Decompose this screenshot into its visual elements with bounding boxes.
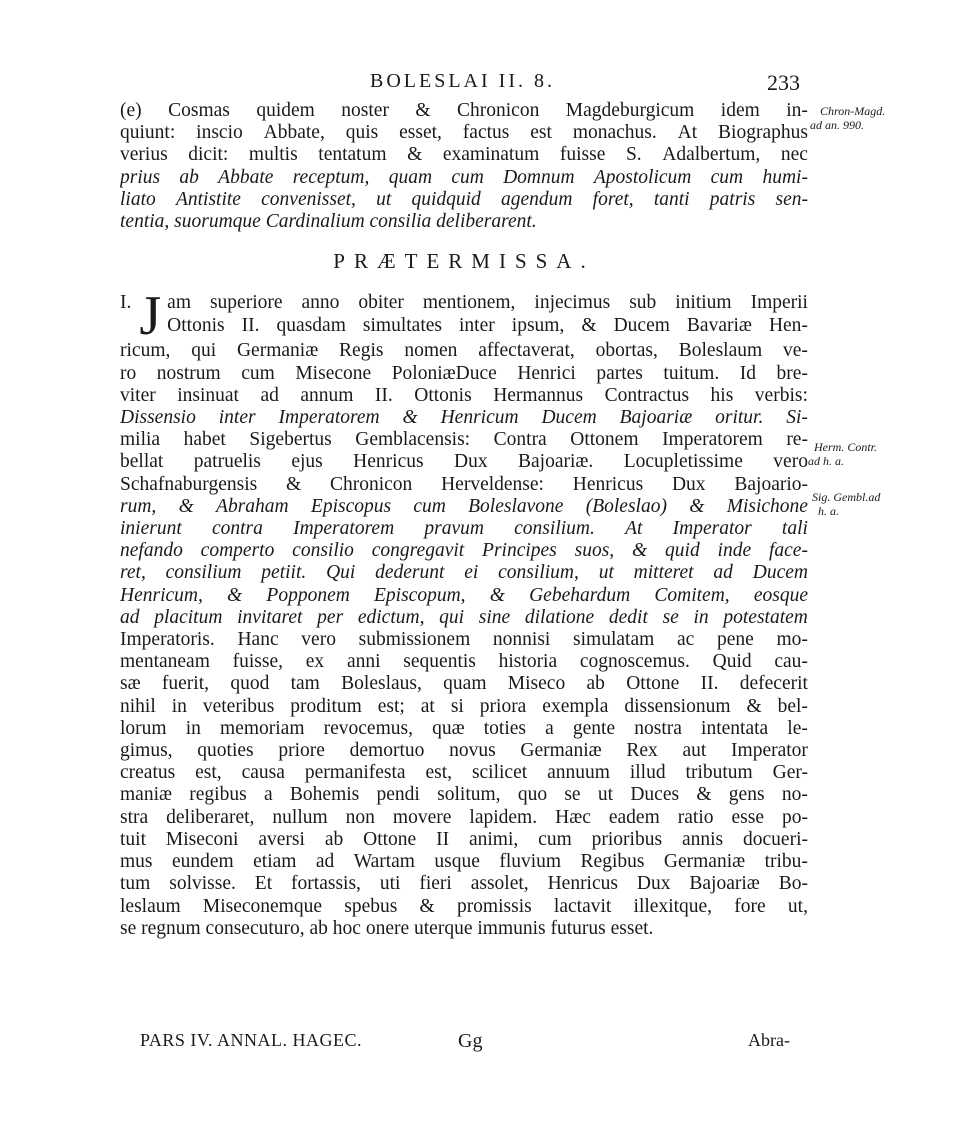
- margin-note-line: Sig. Gembl.ad: [812, 490, 881, 504]
- main-text: [120, 100, 808, 940]
- text-line: ret, consilium petiit. Qui dederunt ei consilium, ut mitteret ad Ducem: [120, 562, 808, 584]
- text-line: ad placitum invitaret per edictum, qui sine dilatione dedit se in potestatem: [120, 606, 808, 628]
- text-line: sæ fuerit, quod tam Boleslaus, quam Miseco ab Ottone II. defecerit: [120, 673, 808, 695]
- text-line: nefando comperto consilio congregavit Principes suos, & quid inde face-: [120, 540, 808, 562]
- page-footer: [140, 1030, 790, 1058]
- text-line: Schafnaburgensis & Chronicon Herveldense: Henricus Dux Bajoario-: [120, 473, 808, 495]
- text-line: viter insinuat ad annum II. Ottonis Hermannus Contractus his verbis:: [120, 384, 808, 406]
- paragraph-number: I.: [120, 292, 132, 314]
- text-line: (e) Cosmas quidem noster & Chronicon Magdeburgicum idem in-: [120, 100, 808, 121]
- text-line: tum solvisse. Et fortassis, uti fieri assolet, Henricus Dux Bajoariæ Bo-: [120, 873, 808, 895]
- catchword: Abra-: [748, 1030, 790, 1050]
- margin-note-line: h. a.: [818, 504, 839, 518]
- margin-note-herm-contr: [808, 440, 878, 468]
- text-line: Ottonis II. quasdam simultates inter ipsum, & Ducem Bavariæ Hen-: [167, 314, 808, 336]
- margin-note-line: ad an. 990.: [810, 118, 864, 132]
- margin-note-line: Chron-Magd.: [820, 104, 886, 118]
- footnote-paragraph: [120, 100, 808, 233]
- text-line: lorum in memoriam revocemus, quæ toties a gente nostra intentata le-: [120, 717, 808, 739]
- drop-capital: J: [139, 285, 162, 348]
- running-title: BOLESLAI II. 8.: [370, 70, 555, 92]
- margin-note-sig-gembl: [812, 490, 880, 518]
- text-line: bellat patruelis ejus Henricus Dux Bajoariæ. Locupletissime vero: [120, 451, 808, 473]
- text-line: liato Antistite convenisset, ut quidquid agendum foret, tanti patris sen-: [120, 188, 808, 210]
- page-number: 233: [767, 70, 800, 95]
- text-line: mentaneam fuisse, ex anni sequentis historia cognoscemus. Quid cau-: [120, 651, 808, 673]
- text-line: verius dicit: multis tentatum & examinatum fuisse S. Adalbertum, nec: [120, 144, 808, 166]
- text-line: Imperatoris. Hanc vero submissionem nonnisi simulatam ac pene mo-: [120, 629, 808, 651]
- text-line: rum, & Abraham Episcopus cum Boleslavone (Boleslao) & Misichone: [120, 495, 808, 517]
- text-line: prius ab Abbate receptum, quam cum Domnum Apostolicum cum humi-: [120, 166, 808, 188]
- text-line: Henricum, & Popponem Episcopum, & Gebehardum Comitem, eosque: [120, 584, 808, 606]
- page-header: [120, 70, 800, 100]
- text-line: creatus est, causa permanifesta est, scilicet annuum illud tributum Ger-: [120, 762, 808, 784]
- text-line: quiunt: inscio Abbate, quis esset, factus est monachus. At Biographus: [120, 122, 808, 144]
- text-line: maniæ regibus a Bohemis pendi solitum, quo se ut Duces & gens no-: [120, 784, 808, 806]
- text-line: se regnum consecuturo, ab hoc onere uterque immunis futurus esset.: [120, 917, 654, 939]
- praetermissa-paragraph: [120, 285, 808, 939]
- text-line: tuit Miseconi aversi ab Ottone II animi, cum prioribus annis docueri-: [120, 828, 808, 850]
- margin-note-chron-magd: [810, 104, 886, 132]
- text-line: leslaum Miseconemque spebus & promissis lactavit illexitque, fore ut,: [120, 895, 808, 917]
- margin-note-line: ad h. a.: [808, 454, 844, 468]
- section-heading: PRÆTERMISSA.: [333, 249, 595, 274]
- text-line: inierunt contra Imperatorem pravum consilium. At Imperator tali: [120, 518, 808, 540]
- text-line: tentia, suorumque Cardinalium consilia deliberarent.: [120, 211, 537, 233]
- text-line: stra deliberaret, nullum non movere lapidem. Hæc eadem ratio esse po-: [120, 806, 808, 828]
- text-line: milia habet Sigebertus Gemblacensis: Contra Ottonem Imperatorem re-: [120, 429, 808, 451]
- margin-note-line: Herm. Contr.: [814, 440, 878, 454]
- text-line: nihil in veteribus proditum est; at si priora exempla dissensionum & bel-: [120, 695, 808, 717]
- volume-signature: PARS IV. ANNAL. HAGEC.: [140, 1030, 363, 1050]
- text-line: gimus, quoties priore demortuo novus Germaniæ Rex aut Imperator: [120, 740, 808, 762]
- text-line: Dissensio inter Imperatorem & Henricum Ducem Bajoariæ oritur. Si-: [120, 407, 808, 429]
- text-line: am superiore anno obiter mentionem, injecimus sub initium Imperii: [167, 292, 808, 314]
- text-line: mus eundem etiam ad Wartam usque fluvium Regibus Germaniæ tribu-: [120, 851, 808, 873]
- text-line: ro nostrum cum Misecone PoloniæDuce Henrici partes tuitum. Id bre-: [120, 362, 808, 384]
- text-line: ricum, qui Germaniæ Regis nomen affectaverat, obortas, Boleslaum ve-: [120, 340, 808, 362]
- sheet-mark: Gg: [458, 1030, 483, 1052]
